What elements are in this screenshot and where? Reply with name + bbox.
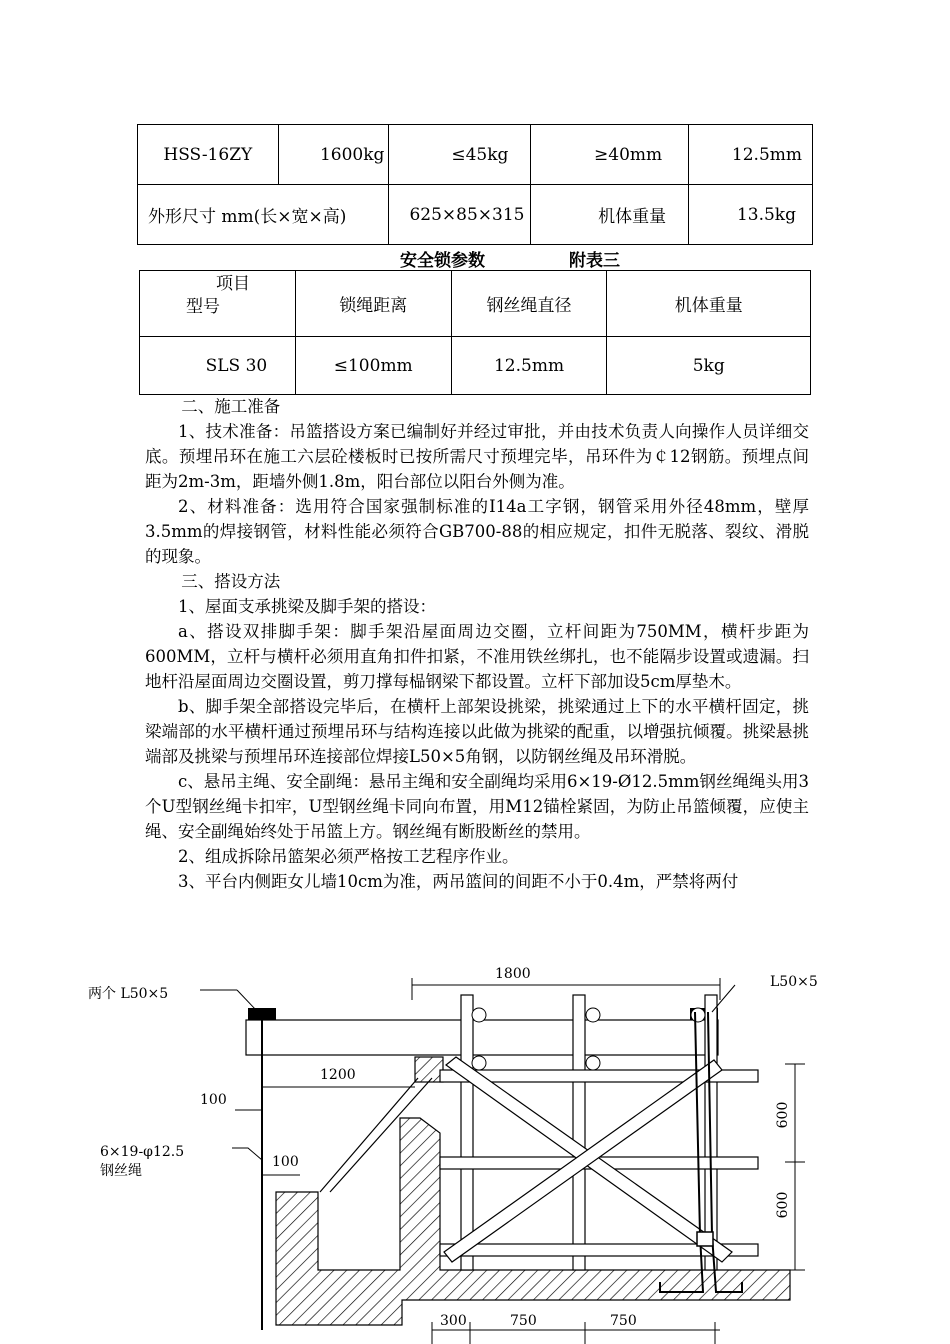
paragraph: 2、组成拆除吊篮架必须严格按工艺程序作业。 (178, 847, 519, 866)
cell-lock-model: SLS 30 (140, 337, 296, 395)
cell-weight-label: 机体重量 (531, 185, 689, 245)
header-item-model (140, 271, 296, 337)
cell-load: 1600kg (278, 125, 389, 185)
cell-lock-col3: 5kg (607, 337, 811, 395)
paragraph: a、搭设双排脚手架：脚手架沿屋面周边交圈，立杆间距为750MM，横杆步距为600MM，立杆与横杆必须用直角扣件扣紧，不准用铁丝绑扎，也不能隔步设置或遗漏。扫地杆沿屋面周边交圈设置，剪刀撑每榀钢梁下都设置。立杆下部加设5cm厚垫木。 (145, 622, 809, 691)
coupler (691, 1008, 705, 1022)
rope-clamp (697, 1232, 713, 1246)
section-heading: 二、施工准备 (181, 397, 281, 416)
coupler (472, 1056, 486, 1070)
scaffold-drawing (0, 955, 950, 1344)
angle-steel-left (248, 1008, 276, 1020)
leader-line (237, 990, 256, 1010)
paragraph: b、脚手架全部搭设完毕后，在横杆上部架设挑梁，挑梁通过上下的水平横杆固定，挑梁端部的水平横杆通过预埋吊环与结构连接以此做为挑梁的配重，以增强抗倾覆。挑梁悬挑端部及挑梁与预埋吊环连接部位焊接L50×5角钢，以防钢丝绳及吊环滑脱。 (145, 697, 809, 766)
header-model: 型号 (186, 297, 220, 317)
cell-dims-label: 外形尺寸 mm(长×宽×高) (138, 185, 389, 245)
cell-distance: ≥40mm (531, 125, 689, 185)
dim-300: 300 (440, 1313, 467, 1329)
label-angle: L50×5 (770, 974, 818, 990)
dim-100b: 100 (272, 1154, 299, 1170)
cell-lock-col2: 12.5mm (451, 337, 607, 395)
table-row (138, 125, 813, 185)
cell-model: HSS-16ZY (138, 125, 279, 185)
dim-600a: 600 (775, 1101, 791, 1129)
appendix-label: 附表三 (569, 251, 620, 271)
paragraph: 1、技术准备：吊篮搭设方案已编制好并经过审批，并由技术负责人向操作人员详细交底。预埋吊环在施工六层砼楼板时已按所需尺寸预埋完毕，吊环件为￠12钢筋。预埋点间距为2m-3m，距墙外侧1.8m，阳台部位以阳台外侧为准。 (145, 422, 809, 491)
spec-table (137, 124, 813, 245)
dim-1200: 1200 (320, 1067, 356, 1083)
dim-750b: 750 (610, 1313, 637, 1329)
lock-table-title (400, 246, 620, 271)
lock-table (139, 270, 811, 395)
section-heading: 三、搭设方法 (181, 572, 281, 591)
header-col2: 钢丝绳直径 (451, 271, 607, 337)
scaffold-post (461, 995, 473, 1270)
dim-600b: 600 (775, 1191, 791, 1219)
cell-weight-limit: ≤45kg (389, 125, 531, 185)
support-block (415, 1057, 443, 1082)
header-item: 项目 (216, 274, 250, 294)
coupler (586, 1056, 600, 1070)
cell-weight-value: 13.5kg (689, 185, 813, 245)
coupler (472, 1008, 486, 1022)
paragraph: c、悬吊主绳、安全副绳：悬吊主绳和安全副绳均采用6×19-Ø12.5mm钢丝绳绳头用3个U型钢丝绳卡扣牢，U型钢丝绳卡同向布置，用M12锚栓紧固，为防止吊篮倾覆，应使主绳、安全副绳始终处于吊篮上方。钢丝绳有断股断丝的禁用。 (145, 772, 809, 841)
paragraph: 2、材料准备：选用符合国家强制标准的I14a工字钢，钢管采用外径48mm，壁厚3.5mm的焊接钢管，材料性能必须符合GB700-88的相应规定，扣件无脱落、裂纹、滑脱的现象。 (145, 497, 809, 566)
paragraph: 1、屋面支承挑梁及脚手架的搭设： (178, 597, 436, 616)
rope-label-1: 6×19-φ12.5 (100, 1144, 185, 1160)
coupler (586, 1008, 600, 1022)
table-header-row (140, 271, 811, 337)
cell-lock-col1: ≤100mm (295, 337, 451, 395)
cell-dims-value: 625×85×315 (389, 185, 531, 245)
body-text (145, 394, 809, 894)
rope-label-2: 钢丝绳 (100, 1163, 142, 1179)
paragraph: 3、平台内侧距女儿墙10cm为准，两吊篮间的间距不小于0.4m，严禁将两付 (178, 872, 739, 891)
leader-line (232, 1148, 262, 1160)
scaffold-post (573, 995, 585, 1270)
dim-1800: 1800 (495, 966, 531, 982)
table-row (140, 337, 811, 395)
table-row (138, 185, 813, 245)
dim-100a: 100 (200, 1092, 227, 1108)
dim-750a: 750 (510, 1313, 537, 1329)
lock-table-title-text: 安全锁参数 (400, 251, 485, 271)
header-col1: 锁绳距离 (295, 271, 451, 337)
header-col3: 机体重量 (607, 271, 811, 337)
cell-rope: 12.5mm (689, 125, 813, 185)
label-two-angles: 两个 L50×5 (88, 986, 169, 1002)
cantilever-beam (246, 1020, 718, 1055)
